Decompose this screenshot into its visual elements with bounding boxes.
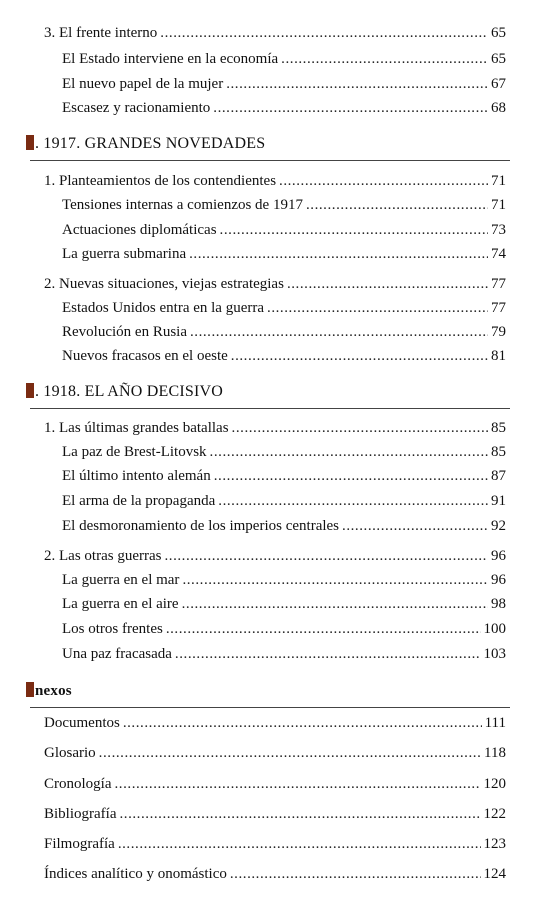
toc-item-title: La guerra submarina bbox=[62, 246, 187, 262]
chapter-number-mark bbox=[26, 135, 34, 150]
toc-item-entry bbox=[62, 516, 506, 536]
toc-item-entry bbox=[62, 570, 506, 590]
leader-dots bbox=[287, 274, 488, 294]
toc-page-number: 96 bbox=[491, 548, 506, 564]
toc-item-entry bbox=[62, 49, 506, 69]
toc-page-number: 98 bbox=[491, 596, 506, 612]
chapter-title: . 1917. GRANDES NOVEDADES bbox=[35, 135, 266, 152]
toc-item-entry bbox=[62, 644, 506, 664]
toc-page-number: 87 bbox=[491, 468, 506, 484]
toc-appendix-entry bbox=[44, 864, 506, 884]
toc-page-number: 71 bbox=[491, 173, 506, 189]
toc-page-number: 85 bbox=[491, 420, 506, 436]
leader-dots bbox=[189, 244, 488, 264]
toc-item-title: Nuevos fracasos en el oeste bbox=[62, 348, 228, 364]
toc-page-number: 100 bbox=[483, 621, 506, 637]
leader-dots bbox=[123, 713, 482, 733]
toc-appendix-entry bbox=[44, 713, 506, 733]
toc-item-title: La guerra en el mar bbox=[62, 572, 180, 588]
toc-item-title: El desmoronamiento de los imperios centrales bbox=[62, 518, 340, 534]
chapter-divider bbox=[30, 408, 510, 409]
toc-appendix-title: Índices analítico y onomástico bbox=[44, 866, 227, 882]
toc-item-entry bbox=[62, 346, 506, 366]
toc-page-number: 79 bbox=[491, 324, 506, 340]
toc-item-entry bbox=[62, 74, 506, 94]
leader-dots bbox=[213, 98, 488, 118]
toc-item-title: La guerra en el aire bbox=[62, 596, 179, 612]
toc-page-number: 123 bbox=[483, 836, 506, 852]
leader-dots bbox=[230, 864, 481, 884]
toc-page-number: 92 bbox=[491, 518, 506, 534]
toc-section-title: 1. Planteamientos de los contendientes bbox=[44, 173, 277, 189]
toc-page-number: 124 bbox=[483, 866, 506, 882]
toc-section-entry bbox=[44, 23, 506, 43]
toc-item-entry bbox=[62, 195, 506, 215]
toc-item-title: El arma de la propaganda bbox=[62, 493, 216, 509]
toc-item-entry bbox=[62, 466, 506, 486]
toc-item-title: El último intento alemán bbox=[62, 468, 211, 484]
toc-page-number: 103 bbox=[483, 646, 506, 662]
toc-page-number: 73 bbox=[491, 222, 506, 238]
toc-appendix-entry bbox=[44, 743, 506, 763]
toc-section-title: 2. Las otras guerras bbox=[44, 548, 162, 564]
toc-item-entry bbox=[62, 220, 506, 240]
toc-appendix-entry bbox=[44, 774, 506, 794]
chapter-heading bbox=[26, 381, 223, 403]
leader-dots bbox=[214, 466, 488, 486]
toc-item-entry bbox=[62, 298, 506, 318]
leader-dots bbox=[175, 644, 481, 664]
leader-dots bbox=[281, 49, 488, 69]
leader-dots bbox=[220, 220, 488, 240]
toc-page-number: 91 bbox=[491, 493, 506, 509]
toc-appendix-title: Documentos bbox=[44, 715, 120, 731]
toc-section-entry bbox=[44, 171, 506, 191]
leader-dots bbox=[210, 442, 488, 462]
toc-item-entry bbox=[62, 244, 506, 264]
toc-page-number: 71 bbox=[491, 197, 506, 213]
chapter-divider bbox=[30, 160, 510, 161]
toc-item-title: El nuevo papel de la mujer bbox=[62, 76, 224, 92]
anexos-title: nexos bbox=[35, 683, 72, 699]
toc-item-title: Estados Unidos entra en la guerra bbox=[62, 300, 265, 316]
toc-page-number: 118 bbox=[484, 745, 506, 761]
toc-page-number: 85 bbox=[491, 444, 506, 460]
toc-item-entry bbox=[62, 491, 506, 511]
chapter-title: . 1918. EL AÑO DECISIVO bbox=[35, 383, 223, 400]
toc-page-number: 74 bbox=[491, 246, 506, 262]
toc-section-title: 1. Las últimas grandes batallas bbox=[44, 420, 229, 436]
leader-dots bbox=[160, 23, 488, 43]
toc-item-title: Una paz fracasada bbox=[62, 646, 172, 662]
leader-dots bbox=[342, 516, 488, 536]
leader-dots bbox=[118, 834, 481, 854]
toc-item-entry bbox=[62, 442, 506, 462]
leader-dots bbox=[231, 346, 488, 366]
toc-section-entry bbox=[44, 546, 506, 566]
toc-page-number: 120 bbox=[483, 776, 506, 792]
leader-dots bbox=[267, 298, 488, 318]
toc-appendix-entry bbox=[44, 804, 506, 824]
toc-page-number: 65 bbox=[491, 25, 506, 41]
toc-item-entry bbox=[62, 594, 506, 614]
leader-dots bbox=[218, 491, 488, 511]
toc-appendix-title: Filmografía bbox=[44, 836, 115, 852]
anexos-heading bbox=[26, 680, 72, 702]
toc-item-title: Escasez y racionamiento bbox=[62, 100, 211, 116]
toc-page-number: 77 bbox=[491, 300, 506, 316]
toc-item-title: La paz de Brest-Litovsk bbox=[62, 444, 207, 460]
toc-page-number: 96 bbox=[491, 572, 506, 588]
leader-dots bbox=[232, 418, 488, 438]
toc-item-title: Los otros frentes bbox=[62, 621, 163, 637]
toc-item-entry bbox=[62, 98, 506, 118]
toc-item-title: Tensiones internas a comienzos de 1917 bbox=[62, 197, 303, 213]
leader-dots bbox=[119, 804, 480, 824]
leader-dots bbox=[115, 774, 481, 794]
leader-dots bbox=[190, 322, 488, 342]
leader-dots bbox=[279, 171, 488, 191]
leader-dots bbox=[182, 570, 488, 590]
leader-dots bbox=[164, 546, 488, 566]
toc-item-title: Revolución en Rusia bbox=[62, 324, 187, 340]
toc-item-entry bbox=[62, 619, 506, 639]
toc-item-title: El Estado interviene en la economía bbox=[62, 51, 279, 67]
toc-page-number: 65 bbox=[491, 51, 506, 67]
leader-dots bbox=[226, 74, 488, 94]
toc-page-number: 67 bbox=[491, 76, 506, 92]
toc-page-number: 77 bbox=[491, 276, 506, 292]
toc-section-title: 3. El frente interno bbox=[44, 25, 158, 41]
toc-appendix-title: Bibliografía bbox=[44, 806, 117, 822]
toc-page-number: 68 bbox=[491, 100, 506, 116]
toc-item-title: Actuaciones diplomáticas bbox=[62, 222, 217, 238]
chapter-heading bbox=[26, 133, 265, 155]
toc-page-number: 81 bbox=[491, 348, 506, 364]
anexos-divider bbox=[30, 707, 510, 708]
toc-appendix-title: Cronología bbox=[44, 776, 112, 792]
toc-section-entry bbox=[44, 274, 506, 294]
toc-appendix-entry bbox=[44, 834, 506, 854]
toc-item-entry bbox=[62, 322, 506, 342]
anexos-initial-mark bbox=[26, 682, 34, 697]
leader-dots bbox=[99, 743, 481, 763]
leader-dots bbox=[306, 195, 488, 215]
leader-dots bbox=[166, 619, 481, 639]
toc-appendix-title: Glosario bbox=[44, 745, 96, 761]
toc-section-entry bbox=[44, 418, 506, 438]
chapter-number-mark bbox=[26, 383, 34, 398]
toc-page-number: 111 bbox=[484, 715, 506, 731]
toc-page-number: 122 bbox=[483, 806, 506, 822]
toc-section-title: 2. Nuevas situaciones, viejas estrategias bbox=[44, 276, 284, 292]
leader-dots bbox=[182, 594, 488, 614]
